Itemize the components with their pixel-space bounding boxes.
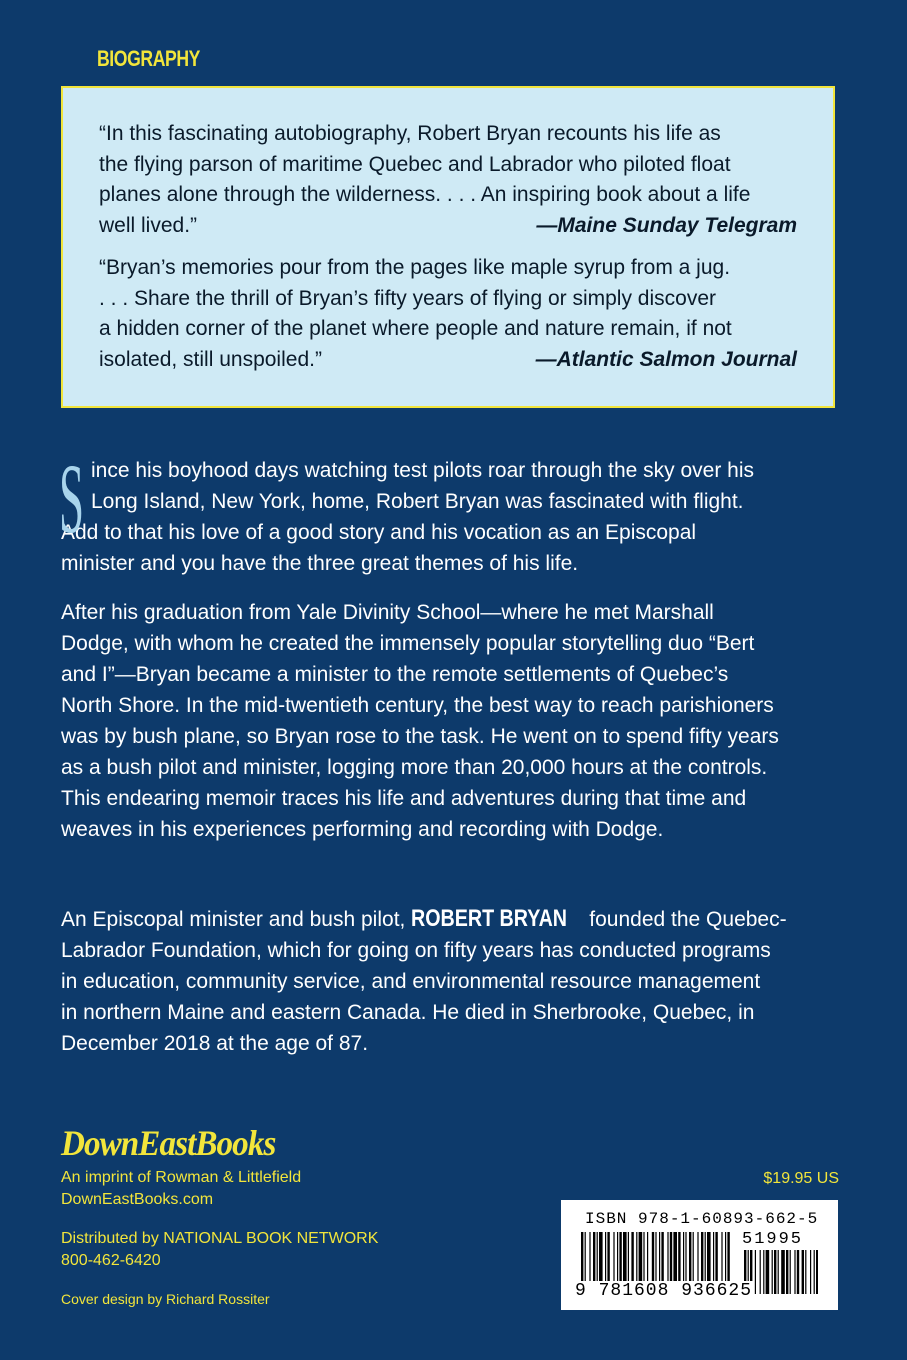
quote-line: the flying parson of maritime Quebec and Labrador who piloted float	[99, 152, 731, 176]
quote-line: planes alone through the wilderness. . . . An inspiring book about a life	[99, 183, 751, 206]
price-code: 51995	[742, 1230, 804, 1249]
quote-line: . . . Share the thrill of Bryan’s fifty years of flying or simply discover	[99, 286, 717, 310]
publisher-info	[61, 1167, 301, 1211]
distributor-info	[61, 1228, 378, 1272]
bio-line: in education, community service, and environmental resource management	[61, 970, 761, 993]
bio-suffix: founded the Quebec-	[583, 908, 787, 931]
barcode-bar	[781, 1250, 785, 1294]
drop-cap: S	[59, 443, 85, 554]
barcode-bar	[772, 1250, 773, 1294]
quote-line: “In this fascinating autobiography, Robert Bryan recounts his life as	[99, 122, 721, 145]
barcode-bar	[760, 1250, 761, 1294]
barcode-bar	[778, 1250, 779, 1294]
distributor-text: Distributed by NATIONAL BOOK NETWORK	[61, 1230, 379, 1247]
phone-number: 800-462-6420	[61, 1252, 161, 1269]
bio-prefix: An Episcopal minister and bush pilot,	[61, 908, 412, 931]
paragraph-line: as a bush pilot and minister, logging more than 20,000 hours at the controls.	[61, 756, 768, 779]
barcode-bar	[802, 1250, 804, 1294]
bio-line: December 2018 at the age of 87.	[61, 1032, 369, 1055]
paragraph-line: This endearing memoir traces his life and adventures during that time and	[61, 787, 747, 810]
paragraph-line: After his graduation from Yale Divinity School—where he met Marshall	[61, 601, 714, 624]
price-label: $19.95 US	[763, 1170, 839, 1187]
quote-attribution: —Atlantic Salmon Journal	[535, 347, 797, 371]
category-label: BIOGRAPHY	[97, 46, 200, 71]
bio-line: Labrador Foundation, which for going on fifty years has conducted programs	[61, 939, 771, 962]
isbn-barcode	[561, 1200, 838, 1310]
paragraph-line: Add to that his love of a good story and his vocation as an Episcopal	[61, 521, 697, 544]
description-paragraph-2	[61, 597, 851, 845]
barcode-bar	[814, 1250, 815, 1294]
barcode-bar	[763, 1250, 764, 1294]
paragraph-line: minister and you have the three great themes of his life.	[61, 552, 579, 575]
paragraph-line: was by bush plane, so Bryan rose to the task. He went on to spend fifty years	[61, 725, 779, 748]
quote-line: a hidden corner of the planet where people and nature remain, if not	[99, 317, 732, 340]
author-bio	[61, 903, 851, 1059]
paragraph-line: North Shore. In the mid-twentieth century, the best way to reach parishioners	[61, 694, 774, 717]
price-barcode-bars	[744, 1250, 818, 1294]
description-paragraph-1	[59, 443, 851, 579]
quote-line: well lived.”	[99, 213, 198, 237]
barcode-bar	[786, 1250, 788, 1294]
barcode-bar	[774, 1250, 776, 1294]
paragraph-line: ince his boyhood days watching test pilots roar through the sky over his	[91, 459, 755, 482]
quote-line: “Bryan’s memories pour from the pages like maple syrup from a jug.	[99, 256, 731, 279]
paragraph-line: and I”—Bryan became a minister to the remote settlements of Quebec’s	[61, 663, 729, 686]
review-quote	[99, 119, 797, 241]
isbn-label: ISBN 978-1-60893-662-5	[585, 1210, 819, 1228]
publisher-logo: DownEastBooks	[61, 1123, 276, 1163]
barcode-bar	[794, 1250, 795, 1294]
paragraph-line: weaves in his experiences performing and recording with Dodge.	[61, 818, 664, 841]
author-name: ROBERT BRYAN	[411, 905, 568, 932]
barcode-bar	[810, 1250, 811, 1294]
barcode-bar	[816, 1250, 818, 1294]
imprint-text: An imprint of Rowman & Littlefield	[61, 1169, 302, 1186]
barcode-bar	[766, 1250, 770, 1294]
bio-line: in northern Maine and eastern Canada. He died in Sherbrooke, Quebec, in	[61, 1001, 755, 1024]
cover-credit: Cover design by Richard Rossiter	[61, 1291, 270, 1307]
barcode-bar	[790, 1250, 791, 1294]
quote-attribution: —Maine Sunday Telegram	[536, 213, 797, 237]
barcode-bar	[805, 1250, 806, 1294]
review-quotes-box	[61, 86, 835, 408]
barcode-bar	[755, 1250, 756, 1294]
barcode-bar	[797, 1250, 799, 1294]
paragraph-line: Dodge, with whom he created the immensely popular storytelling duo “Bert	[61, 632, 755, 655]
isbn-digits: 9 781608 936625	[575, 1281, 753, 1301]
website-link: DownEastBooks.com	[61, 1191, 214, 1208]
quote-line: isolated, still unspoiled.”	[99, 347, 322, 371]
paragraph-line: Long Island, New York, home, Robert Bryan was fascinated with flight.	[91, 490, 744, 513]
review-quote	[99, 253, 797, 375]
